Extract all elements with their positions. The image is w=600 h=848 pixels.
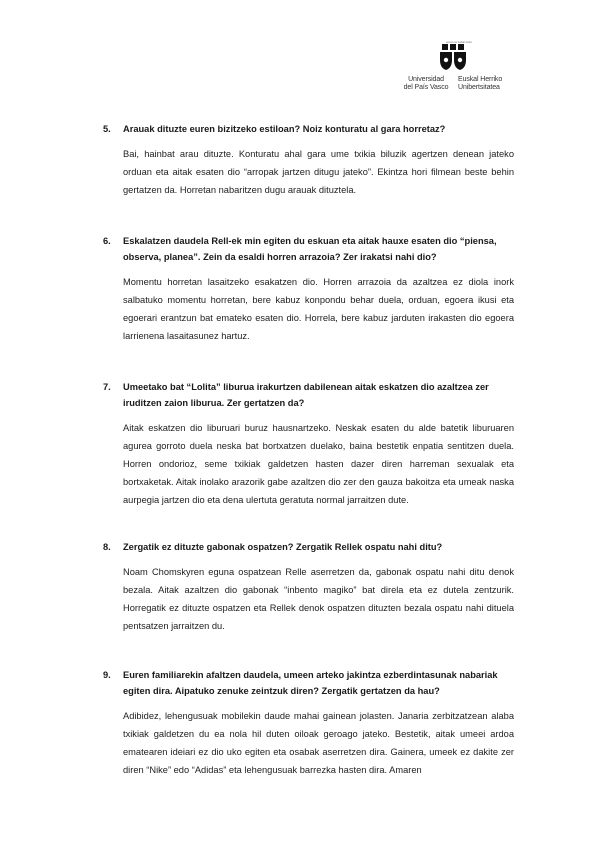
question-number: 8. xyxy=(103,542,111,552)
university-logo xyxy=(398,40,510,98)
question-number: 9. xyxy=(103,670,111,680)
upv-ehu-emblem-icon xyxy=(434,40,474,72)
question-text: Umeetako bat “Lolita” liburua irakurtzen dabilenean aitak eskatzen dio azaltzea zer iruditzen zaion liburua. Zer gertatzen da? xyxy=(123,382,489,408)
logo-name-es: Universidad del País Vasco xyxy=(403,76,449,91)
answer-text: Aitak eskatzen dio liburuari buruz hausnartzeko. Neskak esaten du alde batetik liburuaren agurea gorroto duela neska bat bortxatzen duelako, baina bestetik enpatia sentitzen duela. Horren ondorioz, seme txikiak galdetzen hasten dazer diren harreman sexualak eta bortxaketak. Aitak inolako arazorik gabe azaltzen dio zer den gauza bakoitza eta umeak naska aurpegia jartzen dio eta dena ulertuta geratuta normal jarraitzen dute. xyxy=(123,423,514,505)
question-number: 5. xyxy=(103,124,111,134)
question-text: Arauak dituzte euren bizitzeko estiloan? Noiz konturatu al gara horretaz? xyxy=(123,124,446,134)
question-block-6 xyxy=(103,233,514,345)
question-text: Eskalatzen daudela Rell-ek min egiten du eskuan eta aitak hauxe esaten dio “piensa, observa, planea”. Zein da esaldi horren arrazoia? Zer irakatsi nahi dio? xyxy=(123,236,497,262)
answer-text: Noam Chomskyren eguna ospatzean Relle aserretzen da, gabonak ospatu nahi ditu denok bezala. Aitak azaltzen dio gabonak “inbento magiko” bat direla eta ez dutela zentzurik. Horregatik ez dituzte ospatzen eta Rellek denok ospatzen dituzten bezala ospatu nahi dituela pentsatzen jarraitzen du. xyxy=(123,567,514,631)
logo-tagline: eman ta zabal zazu xyxy=(446,40,473,44)
question-block-8 xyxy=(103,539,514,635)
answer-text: Adibidez, lehengusuak mobilekin daude mahai gainean jolasten. Janaria zerbitzatzean alaba txikiak galdetzen du ea nola hil duten oiloak geroago jateko. Bestetik, aitak umeei ardoa ematearen ideiari ez dio uko egiten eta osabak aserretzen dira. Gainera, umeek ez dakite zer diren “Nike” edo “Adidas” eta lehengusuak barrezka hasten dira. Amaren xyxy=(123,711,514,775)
answer-text: Bai, hainbat arau dituzte. Konturatu ahal gara ume txikia biluzik agertzen denean jateko orduan eta aitak esaten dio “arropak jartzen ditugu jateko”. Ekintza hori filmean beste behin gertatzen da. Horretan nabaritzen dugu arauak dituztela. xyxy=(123,149,514,195)
answer-text: Momentu horretan lasaitzeko esakatzen dio. Horren arrazoia da azaltzea ez diola inork salbatuko momentu horretan, bere kabuz konpondu behar duela, orduan, egoera ikusi eta egoerari erantzun bat emateko esaten dio. Horrela, bere kabuz jarduten irakasten dio egoera larrienena lasaitasunez hartuz. xyxy=(123,277,514,341)
question-block-7 xyxy=(103,379,514,509)
question-text: Zergatik ez dituzte gabonak ospatzen? Zergatik Rellek ospatu nahi ditu? xyxy=(123,542,443,552)
logo-name-eu: Euskal Herriko Unibertsitatea xyxy=(458,76,503,91)
question-number: 6. xyxy=(103,236,111,246)
question-block-9 xyxy=(103,667,514,779)
question-number: 7. xyxy=(103,382,111,392)
question-block-5 xyxy=(103,121,514,199)
question-text: Euren familiarekin afaltzen daudela, umeen arteko jakintza ezberdintasunak nabariak egiten dira. Aipatuko zenuke zeintzuk diren? Zergatik gertatzen da hau? xyxy=(123,670,498,696)
questions-list xyxy=(103,121,514,779)
